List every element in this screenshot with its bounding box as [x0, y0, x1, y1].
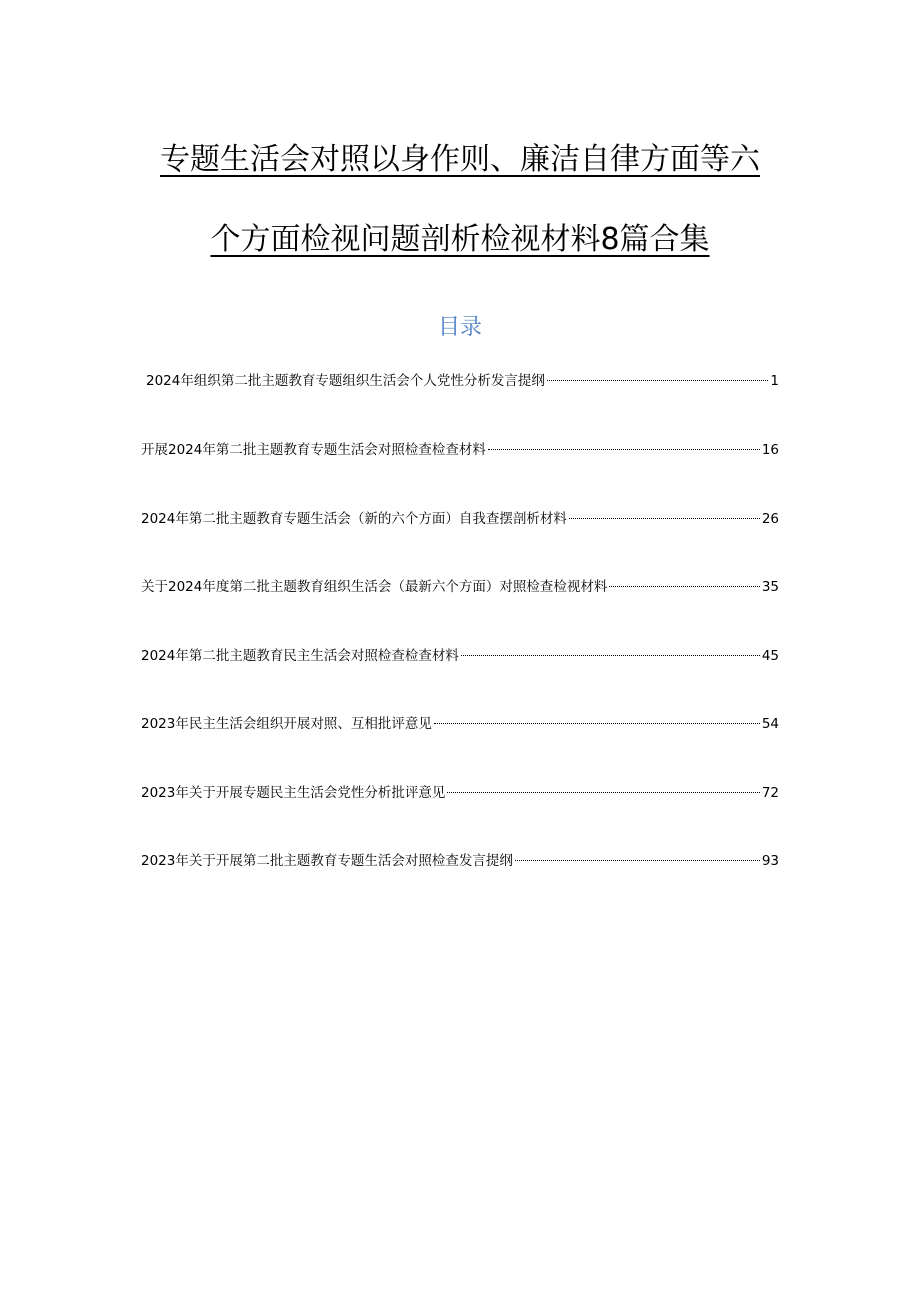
toc-entry-label: 2023年关于开展专题民主生活会党性分析批评意见	[141, 785, 446, 801]
toc-entry-page: 72	[761, 785, 779, 801]
toc-entry[interactable]	[141, 508, 779, 530]
toc-heading: 目录	[437, 315, 482, 340]
toc-entry[interactable]	[141, 713, 779, 735]
toc-entry-page: 1	[770, 373, 779, 389]
toc-entry-page: 26	[761, 511, 779, 527]
toc-entry-page: 54	[761, 716, 779, 732]
toc-entry[interactable]	[141, 576, 779, 598]
toc-leader-dots	[434, 723, 760, 724]
toc-entry-label: 开展2024年第二批主题教育专题生活会对照检查检查材料	[141, 442, 486, 458]
toc-leader-dots	[461, 655, 760, 656]
toc-entry-label: 2024年第二批主题教育民主生活会对照检查检查材料	[141, 648, 459, 664]
toc-entry-page: 45	[761, 648, 779, 664]
toc-leader-dots	[447, 792, 759, 793]
toc-entry[interactable]	[146, 370, 779, 392]
toc-entry-page: 93	[761, 853, 779, 869]
toc-leader-dots	[515, 860, 760, 861]
toc-entry-label: 关于2024年度第二批主题教育组织生活会（最新六个方面）对照检查检视材料	[141, 579, 608, 595]
toc-entry-page: 35	[761, 579, 779, 595]
toc-entry[interactable]	[141, 850, 779, 872]
toc-entry[interactable]	[141, 645, 779, 667]
toc-entry-page: 16	[761, 442, 779, 458]
toc-leader-dots	[609, 586, 759, 587]
document-title-line-2: 个方面检视问题剖析检视材料8篇合集	[210, 222, 710, 257]
toc-entry-label: 2023年民主生活会组织开展对照、互相批评意见	[141, 716, 432, 732]
toc-leader-dots	[569, 518, 760, 519]
toc-leader-dots	[547, 380, 769, 381]
toc-entry-label: 2024年第二批主题教育专题生活会（新的六个方面）自我查摆剖析材料	[141, 511, 567, 527]
toc-entry[interactable]	[141, 439, 779, 461]
document-title-line-1: 专题生活会对照以身作则、廉洁自律方面等六	[160, 142, 760, 177]
toc-entry-label: 2023年关于开展第二批主题教育专题生活会对照检查发言提纲	[141, 853, 513, 869]
toc-leader-dots	[488, 449, 760, 450]
toc-entry[interactable]	[141, 782, 779, 804]
toc-entry-label: 2024年组织第二批主题教育专题组织生活会个人党性分析发言提纲	[146, 373, 545, 389]
